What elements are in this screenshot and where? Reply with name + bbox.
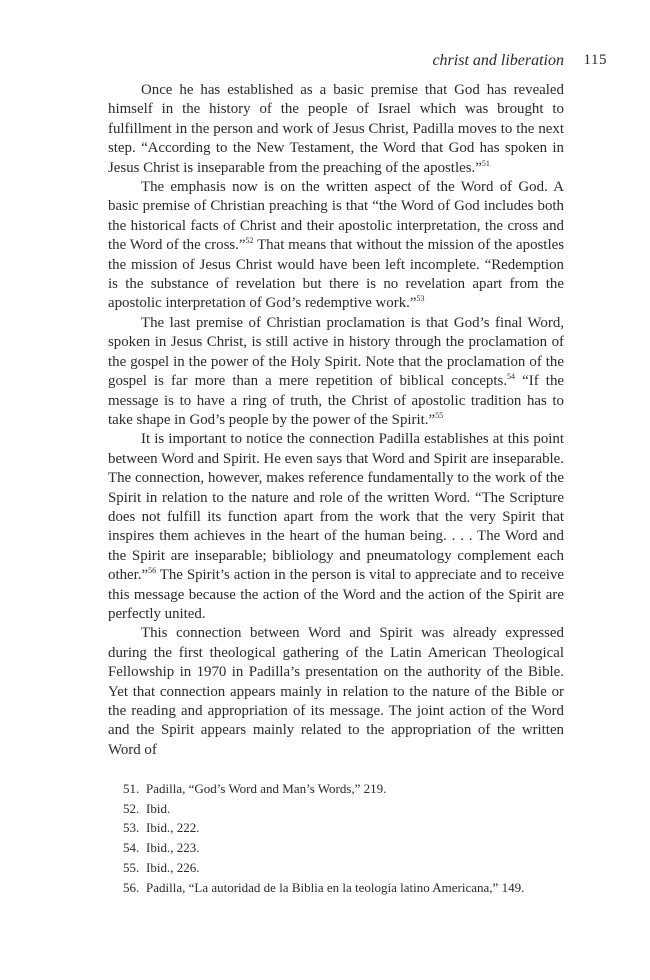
- footnote-reference: 52: [245, 236, 254, 246]
- paragraph: [108, 81, 564, 178]
- paragraph-text: The emphasis now is on the written aspect of the Word of God. A basic premise of Christian preaching is that “the Word of God includes both the historical facts of Christ and their apostolic interpretation, the cross and the Word of the cross.”: [108, 179, 564, 254]
- footnote-text: Ibid., 226.: [146, 859, 200, 875]
- paragraph-text: That means that without the mission of the apostles the mission of Jesus Christ would have been left incomplete. “Redemption is the substance of revelation but there is no revelation apart from the apostolic interpretation of God’s redemptive work.”: [108, 237, 564, 312]
- footnote: [123, 858, 583, 878]
- footnote-text: Ibid., 222.: [146, 820, 200, 836]
- footnote-text: Ibid.: [146, 800, 171, 816]
- body-text: [108, 81, 564, 760]
- footnote: [123, 818, 583, 838]
- paragraph-text: The last premise of Christian proclamation is that God’s final Word, spoken in Jesus Christ, is still active in history through the proclamation of the gospel in the power of the Holy Spirit. Note that the proclamation of the gospel is far more than a mere repetition of biblical concepts.: [108, 314, 564, 390]
- footnote-reference: 55: [435, 410, 444, 420]
- paragraph: [108, 624, 564, 760]
- footnote: [123, 838, 583, 858]
- footnote-reference: 53: [416, 294, 425, 304]
- running-header: [108, 52, 607, 72]
- paragraph-text: The Spirit’s action in the person is vital to appreciate and to receive this message because the action of the Word and the action of the Spirit are perfectly united.: [108, 567, 564, 622]
- footnote-reference: 56: [148, 566, 157, 576]
- footnote: [123, 799, 583, 819]
- paragraph-text: It is important to notice the connection Padilla establishes at this point between Word and Spirit. He even says that Word and Spirit are inseparable. The connection, however, makes reference fundamentally to the work of the Spirit in relation to the nature and role of the written Word. “The Scripture does not fulfill its function apart from the work that the very Spirit that inspires them achieves in the heart of the human being. . . . The Word and the Spirit are inseparable; bibliology and pneumatology complement each other.”: [108, 431, 564, 584]
- footnote: [123, 878, 583, 898]
- footnote-number: 52.: [123, 800, 140, 816]
- footnote-text: Padilla, “La autoridad de la Biblia en la teología latino Americana,” 149.: [146, 879, 525, 895]
- paragraph: [108, 314, 564, 430]
- footnotes: [123, 779, 583, 897]
- footnote-number: 51.: [123, 781, 140, 796]
- paragraph: [108, 178, 564, 314]
- footnote-number: 55.: [123, 859, 140, 875]
- footnote-text: Padilla, “God’s Word and Man’s Words,” 219.: [146, 781, 387, 796]
- footnote-reference: 54: [507, 372, 516, 382]
- paragraph-text: “If the message is to have a ring of truth, the Christ of apostolic tradition has to take shape in God’s people by the power of the Spirit.”: [108, 373, 564, 428]
- footnote-reference: 51: [481, 158, 490, 168]
- footnote-number: 56.: [123, 879, 140, 895]
- footnote-text: Ibid., 223.: [146, 840, 200, 856]
- paragraph: [108, 430, 564, 624]
- footnote-number: 53.: [123, 820, 140, 836]
- footnote-number: 54.: [123, 840, 140, 856]
- footnote: [123, 779, 583, 799]
- running-title: christ and liberation: [432, 52, 564, 69]
- paragraph-text: Once he has established as a basic premise that God has revealed himself in the history of the people of Israel which was brought to fulfillment in the person and work of Jesus Christ, Padilla moves to the next step. “According to the New Testament, the Word that God has spoken in Jesus Christ is inseparable from the preaching of the apostles.”: [108, 82, 564, 176]
- page-number: 115: [583, 52, 607, 68]
- paragraph-text: This connection between Word and Spirit was already expressed during the first theological gathering of the Latin American Theological Fellowship in 1970 in Padilla’s presentation on the authority of the Bible. Yet that connection appears mainly in relation to the nature of the Bible or the reading and appropriation of its message. The joint action of the Word and the Spirit appears mainly related to the appropriation of the written Word of: [108, 625, 564, 758]
